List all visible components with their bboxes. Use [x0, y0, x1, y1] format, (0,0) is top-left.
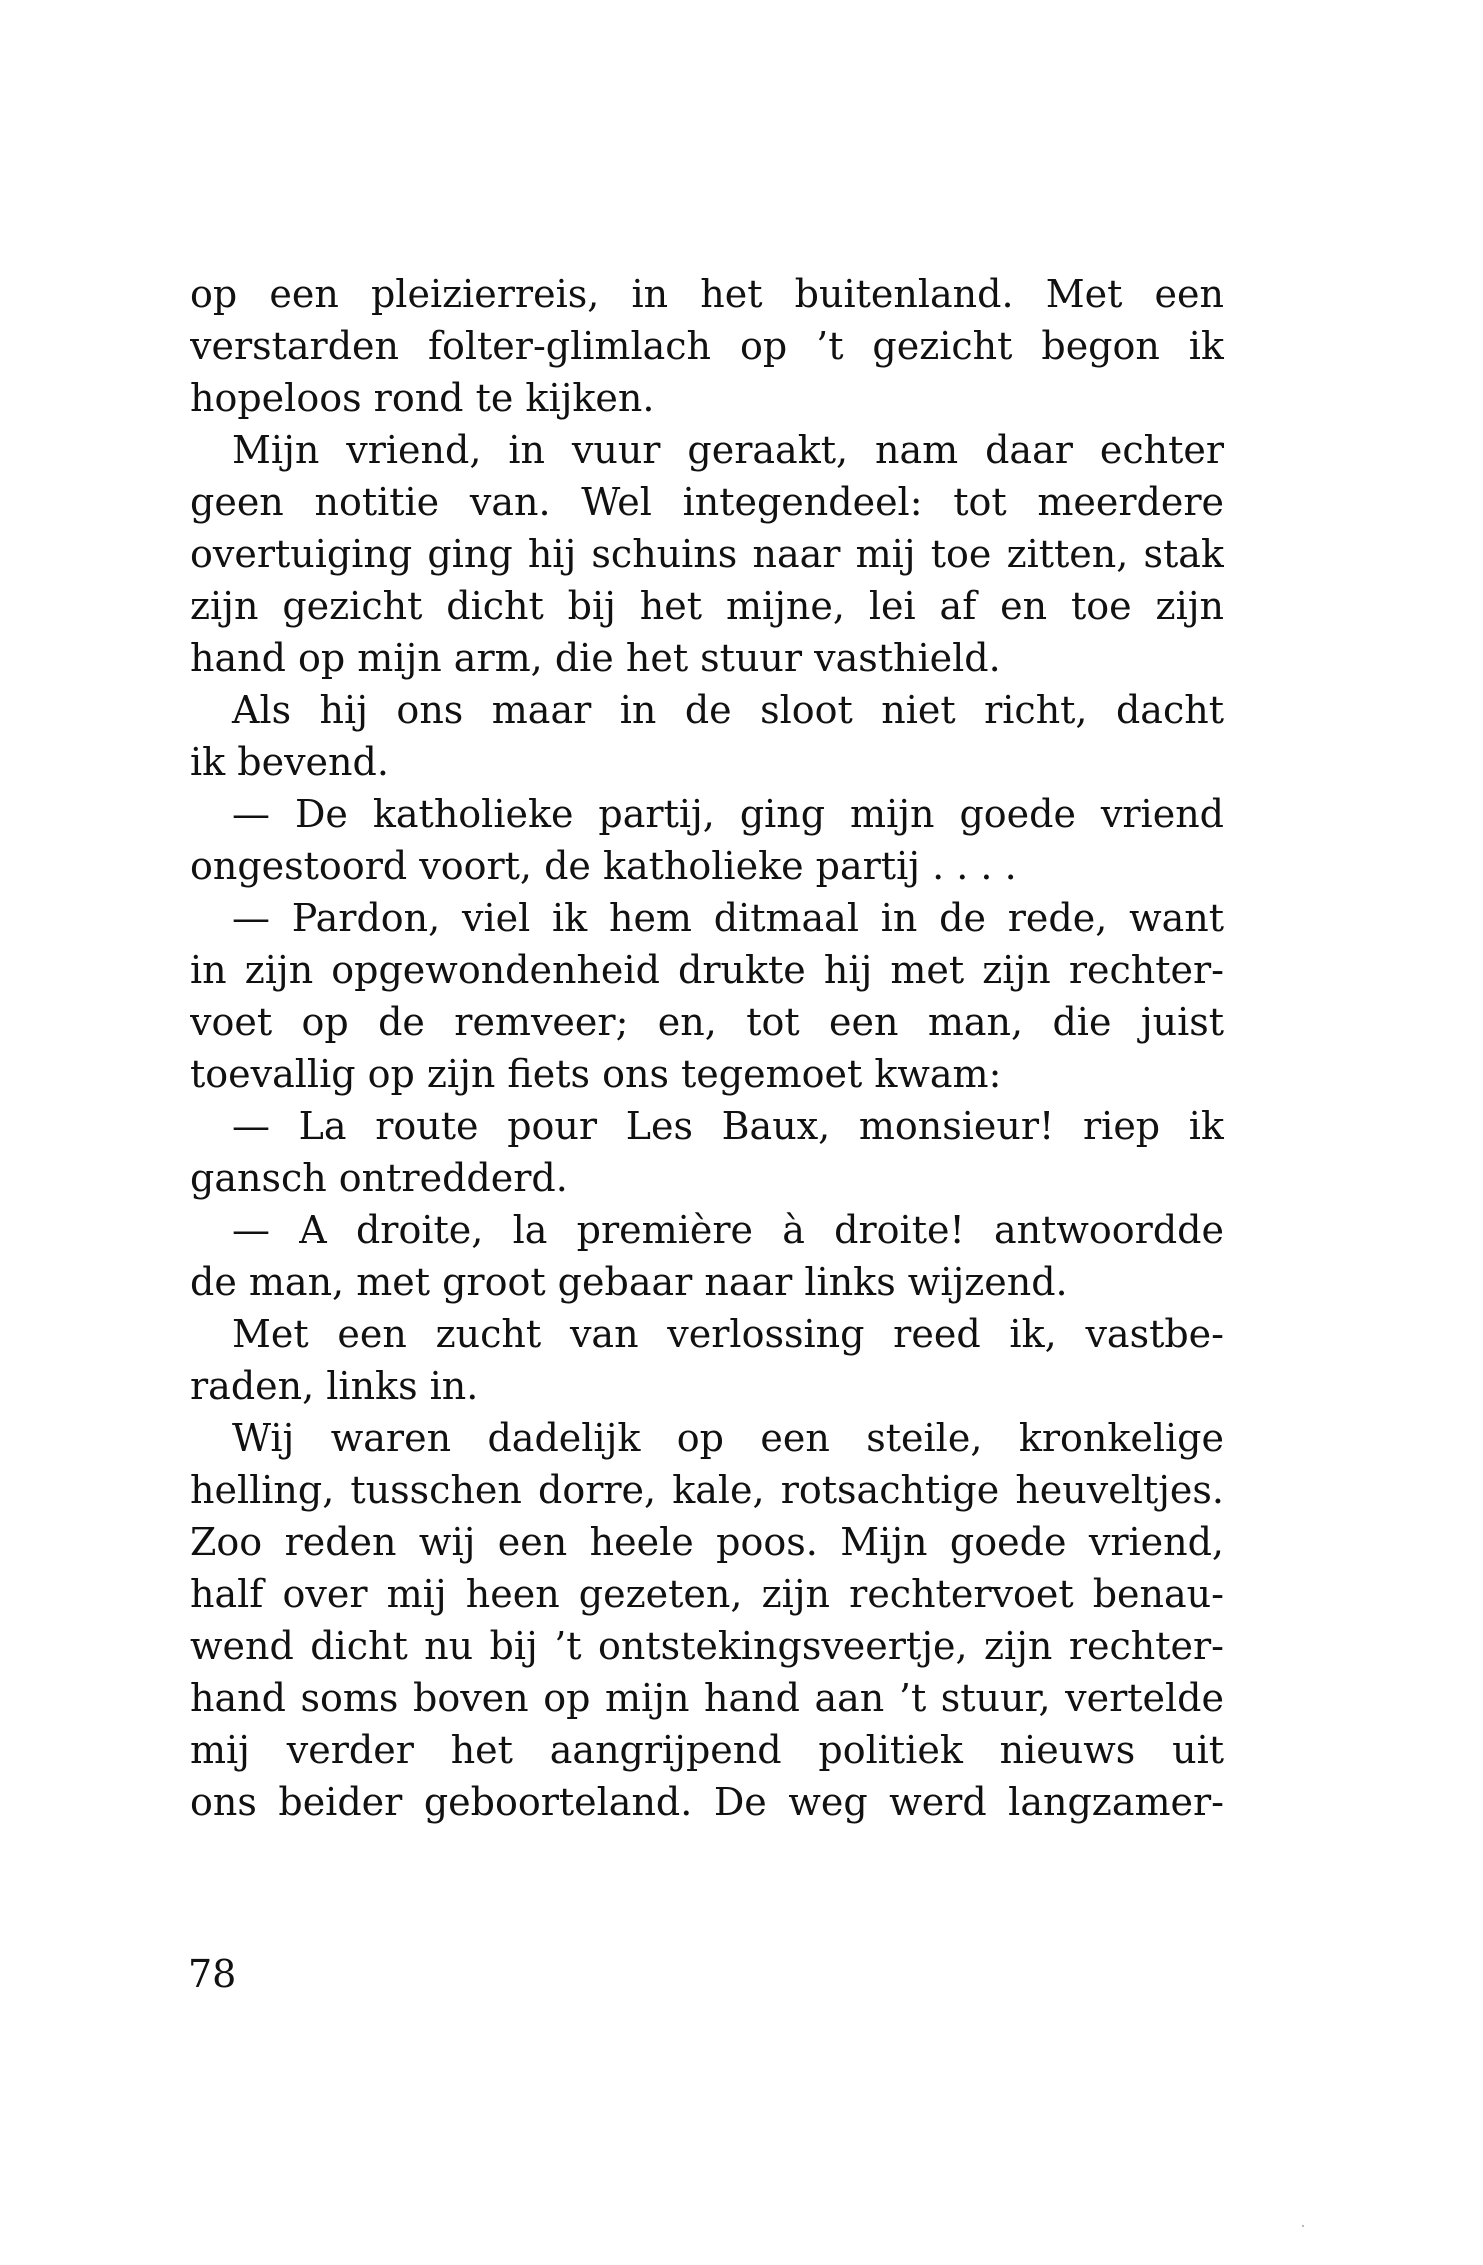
text-line: hand op mijn arm, die het stuur vasthield.	[190, 636, 1001, 680]
text-line: de man, met groot gebaar naar links wijzend.	[190, 1260, 1068, 1304]
text-line: ons beider geboorteland. De weg werd langzamer-	[190, 1780, 1224, 1824]
text-line: — A droite, la première à droite! antwoordde	[232, 1208, 1224, 1252]
text-line: hopeloos rond te kijken.	[190, 376, 655, 420]
text-line: Met een zucht van verlossing reed ik, vastbe-	[232, 1312, 1224, 1356]
body-text	[190, 268, 1224, 1828]
text-line: ik bevend.	[190, 740, 389, 784]
text-line: op een pleizierreis, in het buitenland. Met een	[190, 272, 1224, 316]
text-line: Als hij ons maar in de sloot niet richt, dacht	[232, 688, 1224, 732]
text-line: Mijn vriend, in vuur geraakt, nam daar echter	[232, 428, 1224, 472]
text-line: raden, links in.	[190, 1364, 479, 1408]
text-line: voet op de remveer; en, tot een man, die juist	[190, 1000, 1224, 1044]
text-line: verstarden folter-glimlach op ’t gezicht begon ik	[190, 324, 1224, 368]
text-line: geen notitie van. Wel integendeel: tot meerdere	[190, 480, 1224, 524]
text-line: hand soms boven op mijn hand aan ’t stuur, vertelde	[190, 1676, 1224, 1720]
text-line: helling, tusschen dorre, kale, rotsachtige heuveltjes.	[190, 1468, 1224, 1512]
text-line: Wij waren dadelijk op een steile, kronkelige	[232, 1416, 1224, 1460]
text-line: gansch ontredderd.	[190, 1156, 568, 1200]
text-line: mij verder het aangrijpend politiek nieuws uit	[190, 1728, 1224, 1772]
text-line: in zijn opgewondenheid drukte hij met zijn rechter-	[190, 948, 1224, 992]
text-line: wend dicht nu bij ’t ontstekingsveertje, zijn rechter-	[190, 1624, 1224, 1668]
paper-speck	[1302, 2225, 1304, 2227]
text-line: zijn gezicht dicht bij het mijne, lei af en toe zijn	[190, 584, 1224, 628]
text-line: — De katholieke partij, ging mijn goede vriend	[232, 792, 1224, 836]
text-line: overtuiging ging hij schuins naar mij toe zitten, stak	[190, 532, 1224, 576]
text-line: toevallig op zijn fiets ons tegemoet kwam:	[190, 1052, 1002, 1096]
text-line: ongestoord voort, de katholieke partij . . . .	[190, 844, 1017, 888]
text-line: — Pardon, viel ik hem ditmaal in de rede, want	[232, 896, 1224, 940]
page-number: 78	[188, 1952, 237, 1996]
text-line: — La route pour Les Baux, monsieur! riep ik	[232, 1104, 1224, 1148]
text-line: half over mij heen gezeten, zijn rechtervoet benau-	[190, 1572, 1224, 1616]
text-line: Zoo reden wij een heele poos. Mijn goede vriend,	[190, 1520, 1224, 1564]
